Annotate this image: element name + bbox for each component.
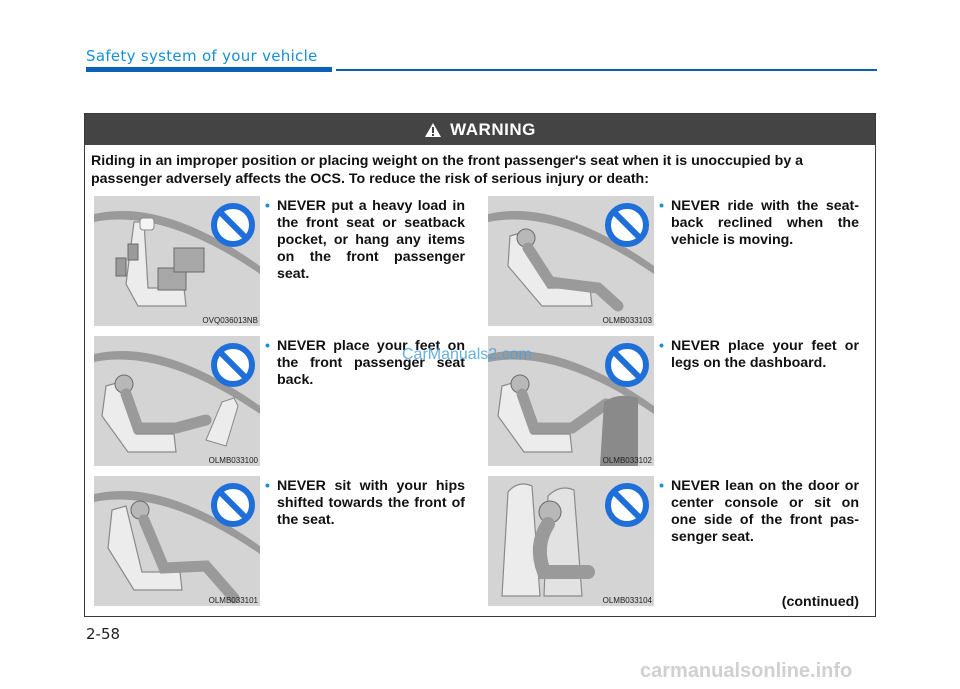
no-symbol-icon [604, 482, 650, 528]
bullet-dot: • [659, 198, 664, 214]
illustration-code: OLMB033102 [602, 456, 652, 465]
bullet-feet-dashboard [659, 338, 859, 372]
warning-triangle-icon [424, 122, 442, 138]
bullet-heavy-load [265, 198, 465, 283]
bullet-lean-door [659, 478, 859, 546]
section-rule-thick [86, 67, 332, 72]
bullet-reclined [659, 198, 859, 249]
bullet-text: NEVER place your feet or legs on the dashboard. [671, 338, 859, 371]
bullet-text: NEVER lean on the door or center console or sit on one side of the front pas-senger seat. [671, 478, 859, 545]
illustration-code: OVQ036013NB [202, 316, 258, 325]
illustration-code: OLMB033100 [208, 456, 258, 465]
watermark: CarManuals2.com [402, 346, 532, 363]
bullet-dot: • [265, 198, 270, 214]
no-symbol-icon [604, 202, 650, 248]
bullet-dot: • [265, 338, 270, 354]
bullet-dot: • [659, 478, 664, 494]
no-symbol-icon [210, 202, 256, 248]
no-symbol-icon [210, 342, 256, 388]
continued-label: (continued) [781, 594, 859, 610]
bullet-hips-shifted [265, 478, 465, 529]
warning-header [85, 114, 875, 145]
illustration-hips-shifted [94, 476, 260, 606]
bullet-dot: • [659, 338, 664, 354]
no-symbol-icon [210, 482, 256, 528]
bullet-dot: • [265, 478, 270, 494]
illustration-heavy-load [94, 196, 260, 326]
illustration-code: OLMB033103 [602, 316, 652, 325]
bullet-text: NEVER place your feet on the front passenger seat back. [277, 338, 465, 388]
warning-intro: Riding in an improper position or placing weight on the front passenger's seat when it is unoccupied by a passenger adversely affects the OCS. To reduce the risk of serious injury or death: [91, 153, 804, 187]
illustration-code: OLMB033101 [208, 596, 258, 605]
bullet-text: NEVER put a heavy load in the front seat or seatback pocket, or hang any items on the front passenger seat. [277, 198, 465, 282]
illustration-lean-door [488, 476, 654, 606]
warning-title: WARNING [450, 119, 536, 139]
footer-site: carmanualsonline.info [640, 660, 853, 682]
no-symbol-icon [604, 342, 650, 388]
illustration-feet-seatback [94, 336, 260, 466]
page-number: 2-58 [86, 625, 121, 643]
bullet-text: NEVER ride with the seat-back reclined when the vehicle is moving. [671, 198, 859, 248]
illustration-reclined [488, 196, 654, 326]
warning-box [84, 113, 876, 617]
bullet-text: NEVER sit with your hips shifted towards the front of the seat. [277, 478, 465, 528]
section-rule-thin [336, 69, 877, 71]
illustration-code: OLMB033104 [602, 596, 652, 605]
section-title: Safety system of your vehicle [86, 47, 318, 65]
